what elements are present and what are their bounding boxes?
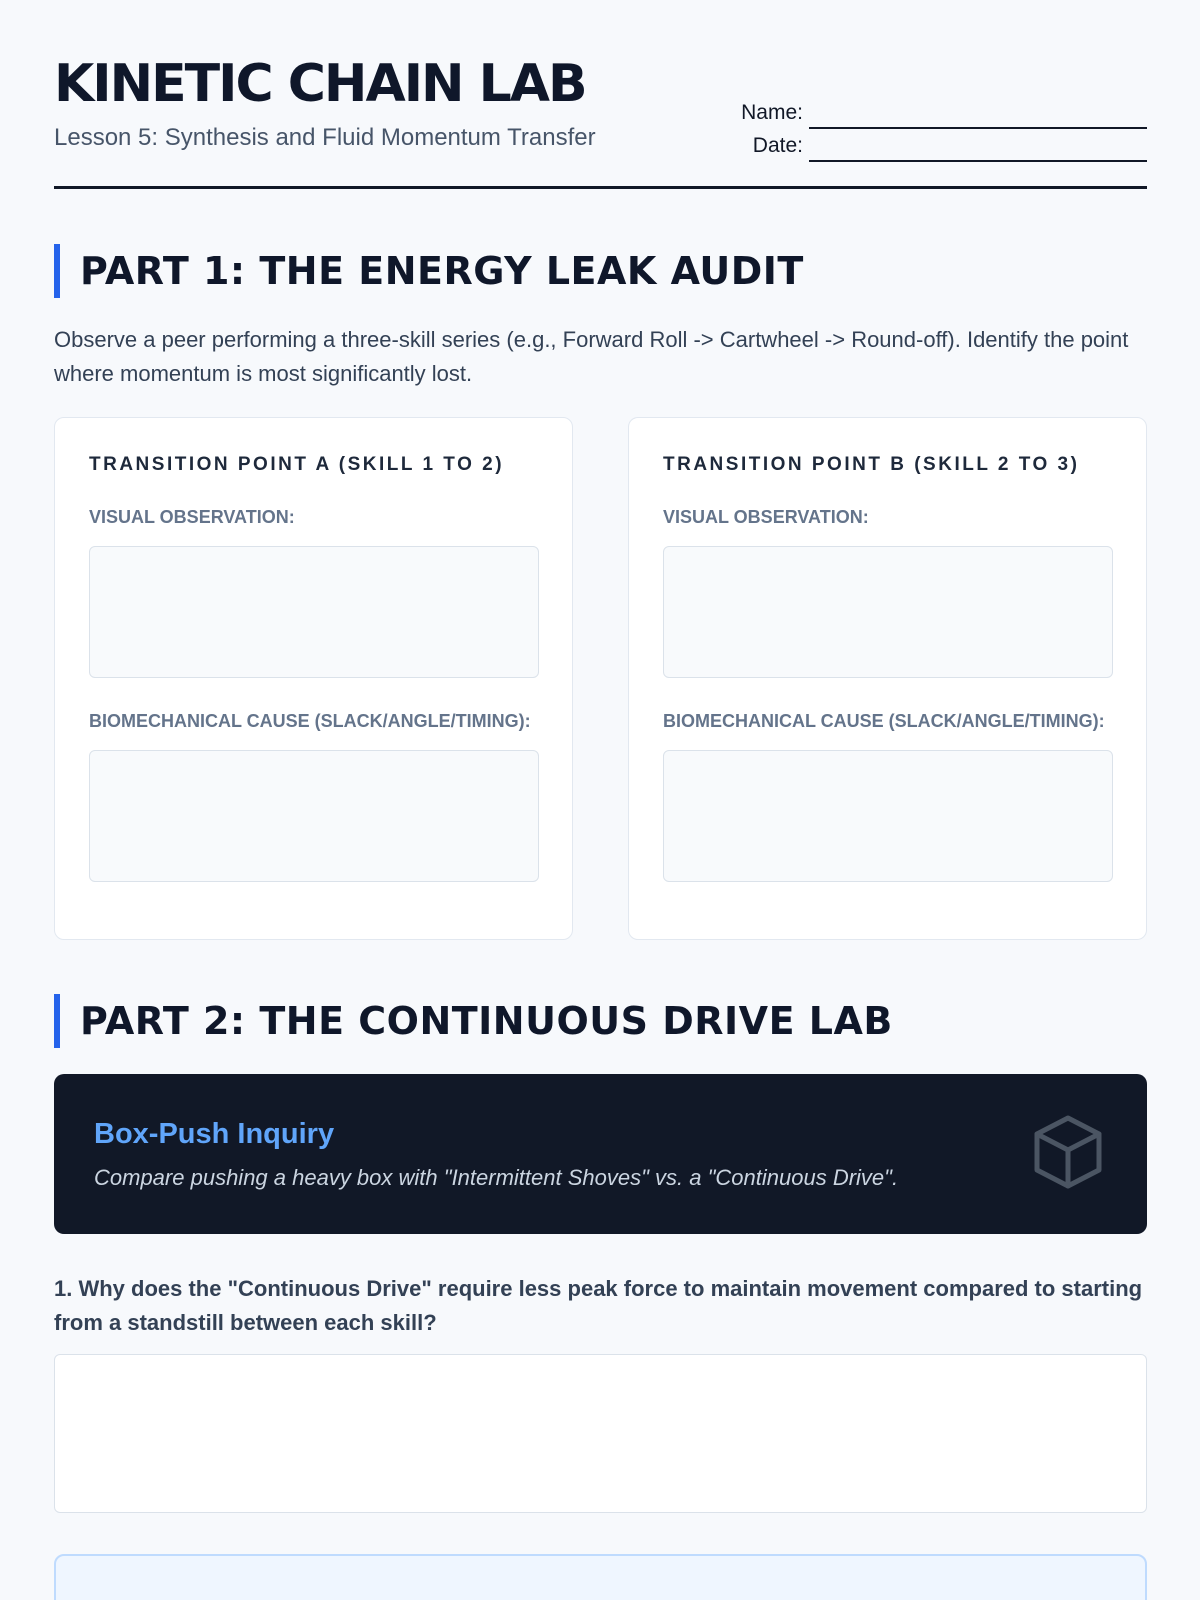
observation-field[interactable] <box>663 546 1113 678</box>
observation-field[interactable] <box>89 546 539 678</box>
banner-text: Compare pushing a heavy box with "Intermittent Shoves" vs. a "Continuous Drive". <box>94 1165 899 1190</box>
banner-title: Box-Push Inquiry <box>94 1118 335 1150</box>
card-title: TRANSITION POINT B (SKILL 2 TO 3) <box>663 454 1080 475</box>
part1-heading: PART 1: THE ENERGY LEAK AUDIT <box>54 244 804 298</box>
cause-field[interactable] <box>89 750 539 882</box>
card-title: TRANSITION POINT A (SKILL 1 TO 2) <box>89 454 505 475</box>
date-field[interactable] <box>809 140 1147 162</box>
student-info <box>727 96 1147 162</box>
date-row <box>727 129 1147 162</box>
header-divider <box>54 186 1147 189</box>
observation-label: VISUAL OBSERVATION: <box>89 507 295 527</box>
transition-card-a <box>54 417 573 940</box>
part1-intro: Observe a peer performing a three-skill series (e.g., Forward Roll -> Cartwheel -> Round-off). Identify the point where momentum is most significantly lost. <box>54 327 1129 386</box>
cube-icon <box>1033 1114 1103 1190</box>
page-subtitle: Lesson 5: Synthesis and Fluid Momentum Transfer <box>54 124 596 151</box>
cause-field[interactable] <box>663 750 1113 882</box>
cause-label: BIOMECHANICAL CAUSE (SLACK/ANGLE/TIMING): <box>663 711 1105 731</box>
worksheet-page <box>54 0 1147 1335</box>
question-1: 1. Why does the "Continuous Drive" require less peak force to maintain movement compared to starting from a standstill between each skill? <box>54 1276 1143 1335</box>
observation-label: VISUAL OBSERVATION: <box>663 507 869 527</box>
worksheet-header <box>54 0 1147 190</box>
answer-field-1[interactable] <box>54 1354 1147 1513</box>
inquiry-banner <box>54 1074 1147 1234</box>
transition-card-b <box>628 417 1147 940</box>
cause-label: BIOMECHANICAL CAUSE (SLACK/ANGLE/TIMING): <box>89 711 531 731</box>
name-field[interactable] <box>809 107 1147 129</box>
date-label: Date: <box>752 134 803 157</box>
part2-heading: PART 2: THE CONTINUOUS DRIVE LAB <box>54 994 893 1048</box>
page-title: KINETIC CHAIN LAB <box>54 54 586 114</box>
next-section-box <box>54 1554 1147 1600</box>
name-label: Name: <box>741 101 803 124</box>
name-row <box>727 96 1147 129</box>
